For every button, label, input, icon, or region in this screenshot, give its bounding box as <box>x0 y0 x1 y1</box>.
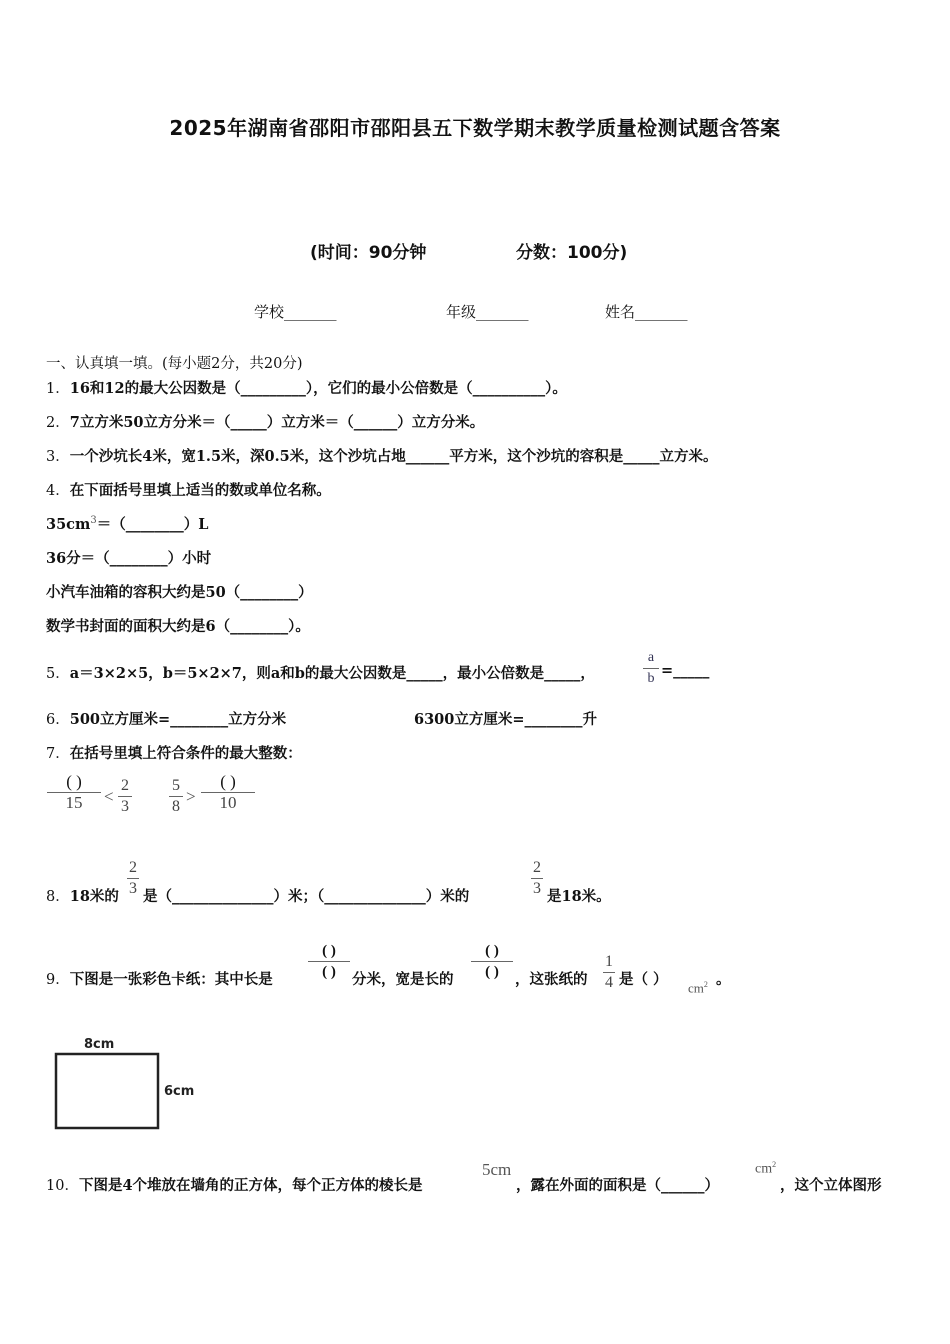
question-number: 10． <box>46 1178 79 1194</box>
q10-unit <box>755 1160 776 1178</box>
fraction-denominator: 15 <box>65 793 83 812</box>
q10-edge-length: 5cm <box>482 1160 512 1179</box>
q9-text-c: ，这张纸的 <box>515 971 588 988</box>
card-length-label: 8cm <box>84 1037 115 1052</box>
fraction-denominator: 4 <box>605 974 613 991</box>
question-2 <box>46 411 484 432</box>
card-rectangle <box>56 1054 158 1128</box>
fraction-numerator: ( ) <box>308 941 350 962</box>
fraction-numerator: 1 <box>603 952 615 973</box>
q4a-answer: ＝（________）L <box>96 516 209 533</box>
fraction-numerator: a <box>643 648 659 669</box>
fraction-denominator: ( ) <box>485 964 499 980</box>
fraction-numerator: 2 <box>531 858 543 879</box>
question-number: 4． <box>46 483 70 499</box>
fraction-1-4 <box>603 952 615 993</box>
q10-text-a: 下图是4个堆放在墙角的正方体，每个正方体的棱长是 <box>78 1177 423 1194</box>
section-heading: 一、认真填一填。(每小题2分，共20分) <box>46 356 303 372</box>
q10-text-b: ，露在外面的面积是（______） <box>516 1177 719 1194</box>
question-number: 8． <box>46 889 70 905</box>
fraction-blank-over-15 <box>47 772 101 813</box>
name-field: 姓名_______ <box>605 303 688 321</box>
q10-text-c: ，这个立体图形 <box>780 1177 882 1194</box>
fraction-denominator: b <box>647 671 655 686</box>
question-4-b: 36分＝（________）小时 <box>46 550 212 567</box>
fraction-numerator: ( ) <box>47 772 101 793</box>
fraction-blank-blank-first <box>308 941 350 982</box>
fraction-numerator: 2 <box>127 858 139 879</box>
question-10 <box>46 1174 423 1195</box>
question-number: 1． <box>46 381 70 397</box>
question-7 <box>46 742 302 763</box>
fraction-2-3-second <box>531 858 543 899</box>
fraction-2-3 <box>118 776 132 817</box>
question-4-d: 数学书封面的面积大约是6（________）。 <box>46 618 310 635</box>
q9-end: 。 <box>716 971 731 988</box>
q9-text-d: 是（ ） <box>619 971 668 988</box>
fraction-denominator: 8 <box>172 798 180 815</box>
question-number: 6． <box>46 712 70 728</box>
question-text: 一个沙坑长4米，宽1.5米，深0.5米，这个沙坑占地______平方米，这个沙坑的容积是_____立方米。 <box>69 448 718 465</box>
question-6-b: 6300立方厘米=________升 <box>414 711 598 728</box>
score-label: 分数：100分) <box>516 243 628 263</box>
question-number: 2． <box>46 415 70 431</box>
question-text: a＝3×2×5，b＝5×2×7，则a和b的最大公因数是_____，最小公倍数是_____， <box>69 665 595 682</box>
question-4-a <box>46 513 208 534</box>
fraction-denominator: 3 <box>129 880 137 897</box>
question-text: 16和12的最大公因数是（_________），它们的最小公倍数是（__________）。 <box>69 380 567 397</box>
q4a-superscript: 3 <box>90 515 97 527</box>
fraction-a-over-b <box>643 648 659 689</box>
less-than-sign: < <box>104 787 114 806</box>
unit-superscript: 2 <box>772 1160 777 1169</box>
card-figure <box>50 1030 210 1135</box>
grade-field: 年级_______ <box>446 303 529 321</box>
fraction-denominator: ( ) <box>322 964 336 980</box>
q5-equals: =_____ <box>661 662 710 679</box>
unit-text: cm <box>755 1161 773 1177</box>
question-text: 在括号里填上符合条件的最大整数： <box>69 745 302 762</box>
page-title: 2025年湖南省邵阳市邵阳县五下数学期末教学质量检测试题含答案 <box>169 116 781 140</box>
question-text: 7立方米50立方分米＝（_____）立方米＝（______）立方分米。 <box>69 414 485 431</box>
q9-unit <box>688 980 708 996</box>
question-number: 5． <box>46 666 70 682</box>
fraction-numerator: ( ) <box>471 941 513 962</box>
fraction-denominator: 10 <box>219 793 237 812</box>
card-width-label: 6cm <box>164 1084 195 1099</box>
fraction-numerator: ( ) <box>201 772 255 793</box>
question-text: 在下面括号里填上适当的数或单位名称。 <box>69 482 331 499</box>
unit-superscript: 2 <box>703 980 708 989</box>
question-number: 9． <box>46 972 70 988</box>
fraction-denominator: 3 <box>533 880 541 897</box>
unit-text: cm <box>688 980 704 996</box>
q8-text-a: 18米的 <box>69 888 119 905</box>
question-5 <box>46 662 595 683</box>
q8-text-b: 是（______________）米；（______________）米的 <box>143 888 470 905</box>
fraction-2-3-first <box>127 858 139 899</box>
q8-text-c: 是18米。 <box>547 888 611 905</box>
question-9 <box>46 968 273 989</box>
q4a-value: 35cm <box>46 516 91 533</box>
fraction-numerator: 5 <box>169 776 183 797</box>
time-label: (时间：90分钟 <box>310 243 427 263</box>
question-4-c: 小汽车油箱的容积大约是50（________） <box>46 584 313 601</box>
fraction-blank-over-10 <box>201 772 255 813</box>
q9-text-b: 分米，宽是长的 <box>352 971 454 988</box>
fraction-numerator: 2 <box>118 776 132 797</box>
question-6 <box>46 708 286 729</box>
question-number: 7． <box>46 746 70 762</box>
question-1 <box>46 377 567 398</box>
fraction-denominator: 3 <box>121 798 129 815</box>
fraction-5-8 <box>169 776 183 817</box>
question-3 <box>46 445 718 466</box>
fraction-blank-blank-second <box>471 941 513 982</box>
q9-text-a: 下图是一张彩色卡纸：其中长是 <box>69 971 273 988</box>
question-8 <box>46 885 119 906</box>
question-text-a: 500立方厘米=________立方分米 <box>69 711 287 728</box>
question-4 <box>46 479 331 500</box>
school-field: 学校_______ <box>254 303 337 321</box>
greater-than-sign: > <box>186 787 196 806</box>
question-number: 3． <box>46 449 70 465</box>
